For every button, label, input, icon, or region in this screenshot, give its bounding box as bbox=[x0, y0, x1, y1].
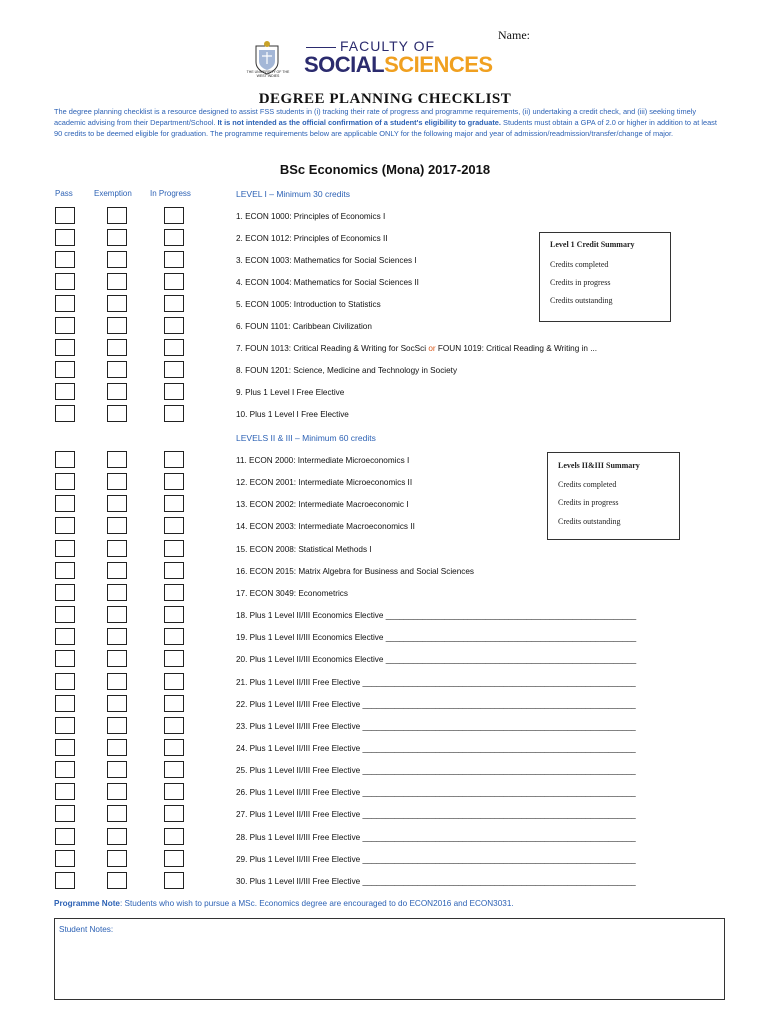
pass-checkbox[interactable] bbox=[55, 207, 75, 224]
logo-rule bbox=[306, 47, 336, 48]
pass-checkbox[interactable] bbox=[55, 540, 75, 557]
summary-title: Level 1 Credit Summary bbox=[550, 240, 635, 249]
level23-credit-summary bbox=[547, 452, 680, 540]
summary-credits-in-progress: Credits in progress bbox=[550, 278, 611, 287]
pass-checkbox[interactable] bbox=[55, 584, 75, 601]
exemption-checkbox[interactable] bbox=[107, 273, 127, 290]
course-item bbox=[236, 300, 381, 309]
course-label: 23. Plus 1 Level II/III Free Elective ____________________________________________________________ bbox=[236, 722, 636, 731]
course-item bbox=[236, 456, 409, 465]
in-progress-checkbox[interactable] bbox=[164, 495, 184, 512]
course-item bbox=[236, 500, 408, 509]
exemption-checkbox[interactable] bbox=[107, 606, 127, 623]
in-progress-checkbox[interactable] bbox=[164, 872, 184, 889]
course-item bbox=[236, 877, 636, 886]
programme-note-label: Programme Note bbox=[54, 899, 120, 908]
course-label: 1. ECON 1000: Principles of Economics I bbox=[236, 212, 386, 221]
in-progress-checkbox[interactable] bbox=[164, 606, 184, 623]
programme-note bbox=[54, 899, 514, 908]
course-label: 24. Plus 1 Level II/III Free Elective ____________________________________________________________ bbox=[236, 744, 636, 753]
column-exemption: Exemption bbox=[94, 189, 132, 198]
student-notes-box[interactable] bbox=[54, 918, 725, 1000]
pass-checkbox[interactable] bbox=[55, 517, 75, 534]
pass-checkbox[interactable] bbox=[55, 673, 75, 690]
course-item bbox=[236, 256, 417, 265]
in-progress-checkbox[interactable] bbox=[164, 717, 184, 734]
course-label: 28. Plus 1 Level II/III Free Elective ____________________________________________________________ bbox=[236, 833, 636, 842]
exemption-checkbox[interactable] bbox=[107, 473, 127, 490]
course-label: 11. ECON 2000: Intermediate Microeconomics I bbox=[236, 456, 410, 465]
crest-caption: THE UNIVERSITY OF THE WEST INDIES bbox=[246, 70, 290, 78]
programme-title: BSc Economics (Mona) 2017-2018 bbox=[279, 162, 491, 177]
exemption-checkbox[interactable] bbox=[107, 383, 127, 400]
exemption-checkbox[interactable] bbox=[107, 562, 127, 579]
course-item bbox=[236, 410, 349, 419]
in-progress-checkbox[interactable] bbox=[164, 628, 184, 645]
logo-social-text: SOCIAL bbox=[304, 52, 385, 77]
course-label: 13. ECON 2002: Intermediate Macroeconomic I bbox=[236, 500, 409, 509]
course-item bbox=[236, 344, 597, 353]
in-progress-checkbox[interactable] bbox=[164, 540, 184, 557]
intro-rest: Students must obtain a GPA of 2.0 or higher in addition to at least 90 credits to be deemed eligible for graduation. The programme requirements below are applicable ONLY for the following major and year of admission/readmission/transfer/change of major. bbox=[54, 118, 717, 138]
in-progress-checkbox[interactable] bbox=[164, 473, 184, 490]
exemption-checkbox[interactable] bbox=[107, 673, 127, 690]
pass-checkbox[interactable] bbox=[55, 606, 75, 623]
pass-checkbox[interactable] bbox=[55, 695, 75, 712]
pass-checkbox[interactable] bbox=[55, 229, 75, 246]
pass-checkbox[interactable] bbox=[55, 850, 75, 867]
exemption-checkbox[interactable] bbox=[107, 451, 127, 468]
exemption-checkbox[interactable] bbox=[107, 405, 127, 422]
course-item bbox=[236, 766, 636, 775]
course-label: 25. Plus 1 Level II/III Free Elective ____________________________________________________________ bbox=[236, 766, 636, 775]
course-item bbox=[236, 722, 636, 731]
exemption-checkbox[interactable] bbox=[107, 739, 127, 756]
in-progress-checkbox[interactable] bbox=[164, 361, 184, 378]
course-label: 6. FOUN 1101: Caribbean Civilization bbox=[236, 322, 372, 331]
exemption-checkbox[interactable] bbox=[107, 295, 127, 312]
course-label: 10. Plus 1 Level I Free Elective bbox=[236, 410, 349, 419]
course-item bbox=[236, 278, 419, 287]
course-label: 3. ECON 1003: Mathematics for Social Sciences I bbox=[236, 256, 417, 265]
pass-checkbox[interactable] bbox=[55, 562, 75, 579]
exemption-checkbox[interactable] bbox=[107, 805, 127, 822]
in-progress-checkbox[interactable] bbox=[164, 650, 184, 667]
course-item bbox=[236, 611, 636, 620]
pass-checkbox[interactable] bbox=[55, 451, 75, 468]
course-label: 17. ECON 3049: Econometrics bbox=[236, 589, 348, 598]
logo-top-text: FACULTY OF bbox=[340, 38, 436, 54]
exemption-checkbox[interactable] bbox=[107, 650, 127, 667]
course-item bbox=[236, 234, 388, 243]
summary-credits-completed: Credits completed bbox=[550, 260, 609, 269]
exemption-checkbox[interactable] bbox=[107, 828, 127, 845]
intro-bold: It is not intended as the official confirmation of a student's eligibility to graduate. bbox=[217, 118, 501, 127]
in-progress-checkbox[interactable] bbox=[164, 405, 184, 422]
exemption-checkbox[interactable] bbox=[107, 317, 127, 334]
course-item bbox=[236, 855, 636, 864]
in-progress-checkbox[interactable] bbox=[164, 295, 184, 312]
pass-checkbox[interactable] bbox=[55, 717, 75, 734]
level1-credit-summary bbox=[539, 232, 671, 322]
in-progress-checkbox[interactable] bbox=[164, 317, 184, 334]
course-label: 19. Plus 1 Level II/III Economics Elective _______________________________________________________ bbox=[236, 633, 637, 642]
intro-text: The degree planning checklist is a resource designed to assist FSS students in (i) tracking their rate of progress and programme requirements, (ii) undertaking a credit check, and (iii) seeking timely academic advising from their Department/School. bbox=[54, 107, 697, 127]
course-item bbox=[236, 788, 636, 797]
pass-checkbox[interactable] bbox=[55, 761, 75, 778]
course-label: 4. ECON 1004: Mathematics for Social Sciences II bbox=[236, 278, 419, 287]
course-item bbox=[236, 522, 415, 531]
course-item bbox=[236, 833, 636, 842]
pass-checkbox[interactable] bbox=[55, 739, 75, 756]
pass-checkbox[interactable] bbox=[55, 339, 75, 356]
course-item bbox=[236, 633, 636, 642]
in-progress-checkbox[interactable] bbox=[164, 695, 184, 712]
in-progress-checkbox[interactable] bbox=[164, 251, 184, 268]
course-label: 20. Plus 1 Level II/III Economics Elective _______________________________________________________ bbox=[236, 655, 637, 664]
pass-checkbox[interactable] bbox=[55, 805, 75, 822]
in-progress-checkbox[interactable] bbox=[164, 805, 184, 822]
course-alternative: FOUN 1019: Critical Reading & Writing in ... bbox=[437, 344, 598, 353]
exemption-checkbox[interactable] bbox=[107, 783, 127, 800]
exemption-checkbox[interactable] bbox=[107, 761, 127, 778]
course-label: 18. Plus 1 Level II/III Economics Elective _______________________________________________________ bbox=[236, 611, 637, 620]
pass-checkbox[interactable] bbox=[55, 473, 75, 490]
in-progress-checkbox[interactable] bbox=[164, 229, 184, 246]
exemption-checkbox[interactable] bbox=[107, 495, 127, 512]
pass-checkbox[interactable] bbox=[55, 495, 75, 512]
course-item bbox=[236, 700, 636, 709]
in-progress-checkbox[interactable] bbox=[164, 783, 184, 800]
pass-checkbox[interactable] bbox=[55, 872, 75, 889]
course-label: 29. Plus 1 Level II/III Free Elective ____________________________________________________________ bbox=[236, 855, 636, 864]
exemption-checkbox[interactable] bbox=[107, 540, 127, 557]
in-progress-checkbox[interactable] bbox=[164, 383, 184, 400]
course-item bbox=[236, 366, 457, 375]
course-item bbox=[236, 388, 344, 397]
exemption-checkbox[interactable] bbox=[107, 339, 127, 356]
pass-checkbox[interactable] bbox=[55, 650, 75, 667]
level1-heading: LEVEL I – Minimum 30 credits bbox=[236, 189, 351, 199]
in-progress-checkbox[interactable] bbox=[164, 673, 184, 690]
summary-credits-in-progress: Credits in progress bbox=[558, 498, 619, 507]
exemption-checkbox[interactable] bbox=[107, 850, 127, 867]
in-progress-checkbox[interactable] bbox=[164, 761, 184, 778]
exemption-checkbox[interactable] bbox=[107, 628, 127, 645]
name-label: Name: bbox=[498, 28, 530, 42]
programme-note-text: : Students who wish to pursue a MSc. Economics degree are encouraged to do ECON2016 and ECON3031. bbox=[119, 899, 514, 908]
course-label: 8. FOUN 1201: Science, Medicine and Technology in Society bbox=[236, 366, 458, 375]
summary-title: Levels II&III Summary bbox=[558, 461, 640, 470]
course-label: 2. ECON 1012: Principles of Economics II bbox=[236, 234, 388, 243]
course-item bbox=[236, 545, 372, 554]
exemption-checkbox[interactable] bbox=[107, 251, 127, 268]
in-progress-checkbox[interactable] bbox=[164, 828, 184, 845]
faculty-logo-main bbox=[304, 52, 493, 78]
column-in-progress: In Progress bbox=[150, 189, 191, 198]
course-item bbox=[236, 589, 348, 598]
pass-checkbox[interactable] bbox=[55, 273, 75, 290]
in-progress-checkbox[interactable] bbox=[164, 739, 184, 756]
course-label: 30. Plus 1 Level II/III Free Elective ____________________________________________________________ bbox=[236, 877, 636, 886]
page-title: DEGREE PLANNING CHECKLIST bbox=[258, 91, 512, 107]
in-progress-checkbox[interactable] bbox=[164, 273, 184, 290]
course-item bbox=[236, 478, 412, 487]
exemption-checkbox[interactable] bbox=[107, 361, 127, 378]
exemption-checkbox[interactable] bbox=[107, 584, 127, 601]
pass-checkbox[interactable] bbox=[55, 405, 75, 422]
or-connector: or bbox=[428, 344, 436, 353]
course-label: 27. Plus 1 Level II/III Free Elective ____________________________________________________________ bbox=[236, 810, 636, 819]
logo-sciences-text: SCIENCES bbox=[384, 52, 493, 77]
university-crest-icon bbox=[250, 40, 284, 86]
pass-checkbox[interactable] bbox=[55, 828, 75, 845]
course-item bbox=[236, 744, 636, 753]
course-label: 5. ECON 1005: Introduction to Statistics bbox=[236, 300, 381, 309]
course-label: 12. ECON 2001: Intermediate Microeconomics II bbox=[236, 478, 413, 487]
summary-credits-completed: Credits completed bbox=[558, 480, 617, 489]
pass-checkbox[interactable] bbox=[55, 251, 75, 268]
exemption-checkbox[interactable] bbox=[107, 717, 127, 734]
column-pass: Pass bbox=[55, 189, 73, 198]
in-progress-checkbox[interactable] bbox=[164, 517, 184, 534]
course-item bbox=[236, 678, 636, 687]
exemption-checkbox[interactable] bbox=[107, 517, 127, 534]
course-label: 26. Plus 1 Level II/III Free Elective ____________________________________________________________ bbox=[236, 788, 636, 797]
level23-heading: LEVELS II & III – Minimum 60 credits bbox=[236, 433, 376, 443]
course-label: 9. Plus 1 Level I Free Elective bbox=[236, 388, 345, 397]
intro-paragraph bbox=[54, 106, 724, 139]
exemption-checkbox[interactable] bbox=[107, 695, 127, 712]
in-progress-checkbox[interactable] bbox=[164, 850, 184, 867]
course-label: 21. Plus 1 Level II/III Free Elective ____________________________________________________________ bbox=[236, 678, 636, 687]
pass-checkbox[interactable] bbox=[55, 783, 75, 800]
student-notes-label: Student Notes: bbox=[59, 925, 114, 934]
in-progress-checkbox[interactable] bbox=[164, 562, 184, 579]
course-label: 15. ECON 2008: Statistical Methods I bbox=[236, 545, 372, 554]
course-item bbox=[236, 655, 636, 664]
course-label: 7. FOUN 1013: Critical Reading & Writing for SocSci bbox=[236, 344, 427, 353]
pass-checkbox[interactable] bbox=[55, 295, 75, 312]
in-progress-checkbox[interactable] bbox=[164, 207, 184, 224]
course-label: 16. ECON 2015: Matrix Algebra for Business and Social Sciences bbox=[236, 567, 475, 576]
in-progress-checkbox[interactable] bbox=[164, 451, 184, 468]
course-item bbox=[236, 322, 372, 331]
summary-credits-outstanding: Credits outstanding bbox=[558, 517, 621, 526]
pass-checkbox[interactable] bbox=[55, 383, 75, 400]
pass-checkbox[interactable] bbox=[55, 628, 75, 645]
course-label: 14. ECON 2003: Intermediate Macroeconomics II bbox=[236, 522, 415, 531]
pass-checkbox[interactable] bbox=[55, 317, 75, 334]
course-label: 22. Plus 1 Level II/III Free Elective ____________________________________________________________ bbox=[236, 700, 636, 709]
exemption-checkbox[interactable] bbox=[107, 229, 127, 246]
pass-checkbox[interactable] bbox=[55, 361, 75, 378]
course-item bbox=[236, 212, 385, 221]
summary-credits-outstanding: Credits outstanding bbox=[550, 296, 613, 305]
course-item bbox=[236, 810, 636, 819]
exemption-checkbox[interactable] bbox=[107, 872, 127, 889]
exemption-checkbox[interactable] bbox=[107, 207, 127, 224]
in-progress-checkbox[interactable] bbox=[164, 584, 184, 601]
in-progress-checkbox[interactable] bbox=[164, 339, 184, 356]
course-item bbox=[236, 567, 474, 576]
